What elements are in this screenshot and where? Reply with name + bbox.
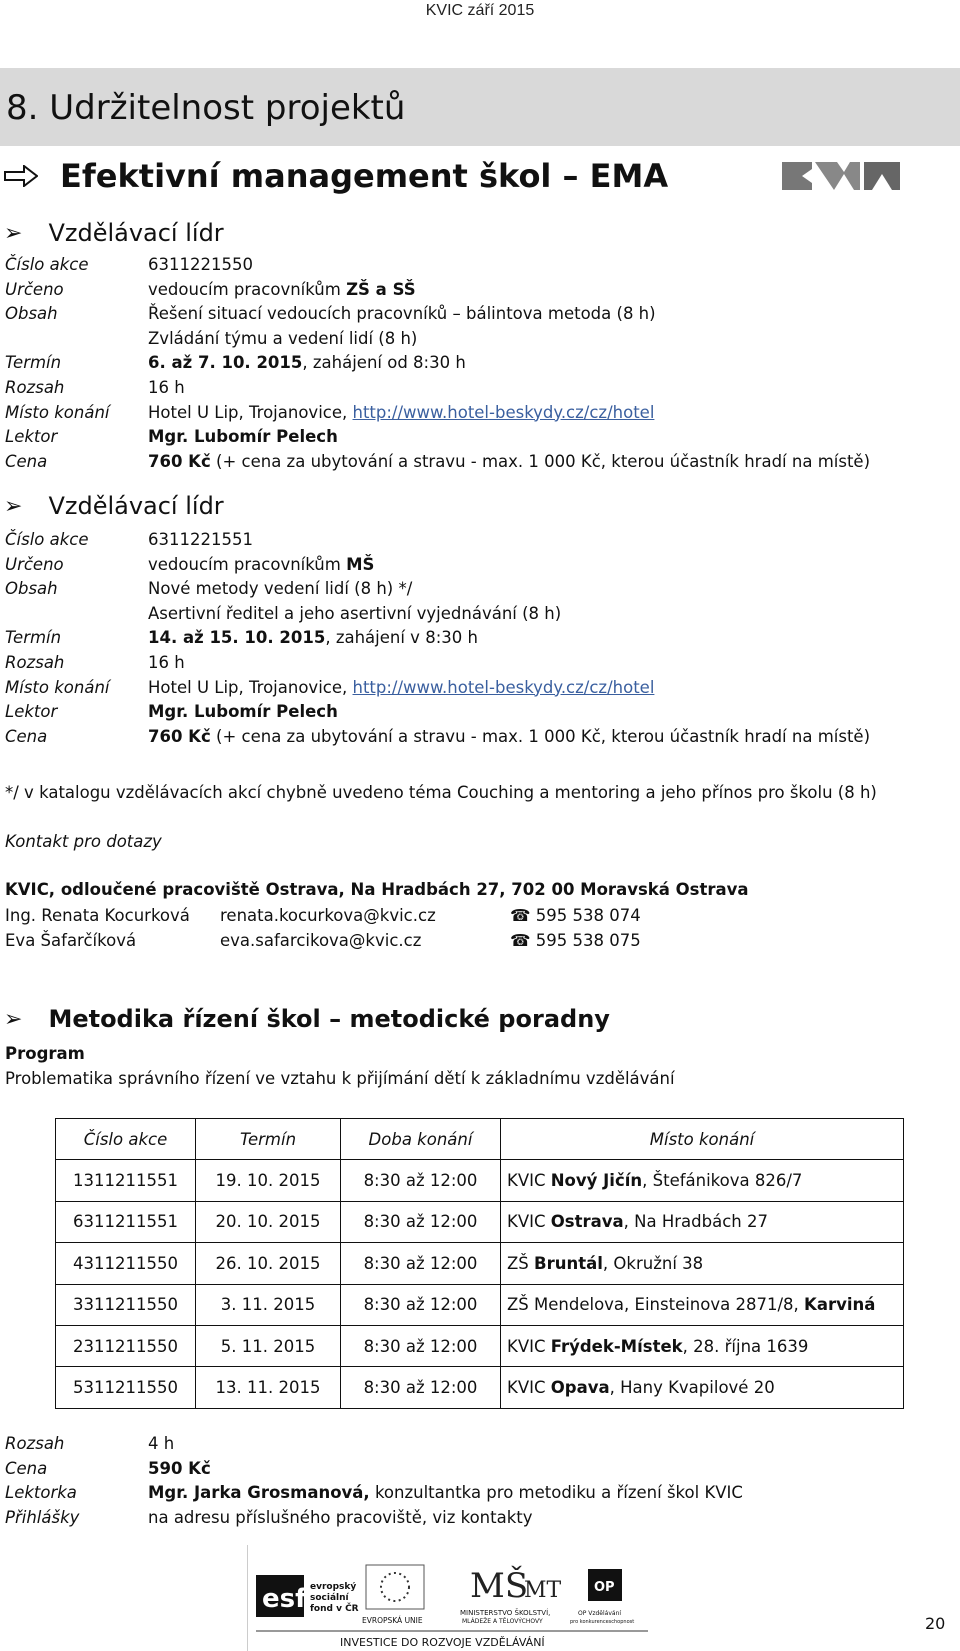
- value-lektor: Mgr. Lubomír Pelech: [148, 702, 338, 722]
- cell-doba: 8:30 až 12:00: [341, 1243, 501, 1284]
- label-misto: Místo konání: [5, 402, 110, 422]
- label-lektor: Lektor: [5, 427, 58, 447]
- cell-termin: 5. 11. 2015: [196, 1325, 341, 1366]
- cell-cislo: 2311211550: [56, 1325, 196, 1366]
- value-obsah-1: Nové metody vedení lidí (8 h) */: [148, 579, 413, 599]
- label-termin: Termín: [5, 353, 62, 373]
- project-title: Efektivní management škol – EMA: [60, 157, 669, 195]
- label-rozsah: Rozsah: [5, 377, 65, 397]
- label-cena: Cena: [5, 726, 48, 746]
- value-rozsah: 16 h: [148, 377, 185, 397]
- label-prihlasky: Přihlášky: [5, 1507, 80, 1527]
- cell-termin: 20. 10. 2015: [196, 1201, 341, 1242]
- cell-doba: 8:30 až 12:00: [341, 1367, 501, 1408]
- label-obsah: Obsah: [5, 579, 58, 599]
- outline-arrow-icon: [4, 165, 38, 187]
- hotel-link[interactable]: http://www.hotel-beskydy.cz/cz/hotel: [352, 677, 655, 697]
- chapter-title: 8. Udržitelnost projektů: [6, 88, 406, 128]
- section-2-heading: [4, 492, 224, 520]
- label-obsah: Obsah: [5, 304, 58, 324]
- running-header: KVIC září 2015: [425, 2, 535, 19]
- label-misto: Místo konání: [5, 677, 110, 697]
- label-lektor: Lektor: [5, 702, 58, 722]
- table-row: [56, 1367, 904, 1408]
- project-title-row: [4, 157, 668, 195]
- svg-text:esf: esf: [262, 1584, 307, 1614]
- footer-logo-strip: [247, 1545, 677, 1651]
- col-misto: Místo konání: [501, 1119, 904, 1160]
- value-lektorka: Mgr. Jarka Grosmanová, konzultantka pro metodiku a řízení škol KVIC: [148, 1483, 743, 1503]
- contact-email[interactable]: renata.kocurkova@kvic.cz: [220, 906, 436, 925]
- eu-flag-logo: [362, 1565, 424, 1625]
- value-cena: 590 Kč: [148, 1458, 211, 1478]
- value-urceno: vedoucím pracovníkům ZŠ a SŠ: [148, 279, 416, 299]
- label-cena: Cena: [5, 451, 48, 471]
- value-cena: 760 Kč (+ cena za ubytování a stravu - max. 1 000 Kč, kterou účastník hradí na místě): [148, 451, 871, 471]
- contact-phone: ☎ 595 538 074: [510, 906, 641, 925]
- page-number: 20: [925, 1614, 946, 1633]
- value-obsah-2: Zvládání týmu a vedení lidí (8 h): [148, 328, 418, 348]
- col-cislo: Číslo akce: [56, 1119, 196, 1160]
- value-urceno: vedoucím pracovníkům MŠ: [148, 554, 375, 574]
- program-label: Program: [5, 1044, 85, 1063]
- cell-doba: 8:30 až 12:00: [341, 1284, 501, 1325]
- cell-misto: KVIC Ostrava, Na Hradbách 27: [501, 1201, 904, 1242]
- value-cislo: 6311221551: [148, 530, 253, 549]
- value-termin: 6. až 7. 10. 2015, zahájení od 8:30 h: [148, 353, 466, 373]
- cell-termin: 19. 10. 2015: [196, 1160, 341, 1201]
- eu-label: EVROPSKÁ UNIE: [362, 1616, 423, 1625]
- cell-termin: 3. 11. 2015: [196, 1284, 341, 1325]
- schedule-table: [55, 1118, 904, 1409]
- table-row: [56, 1160, 904, 1201]
- esf-line-2: sociální: [310, 1593, 349, 1603]
- label-lektorka: Lektorka: [5, 1483, 77, 1503]
- metodika-title: Metodika řízení škol – metodické poradny: [48, 1005, 610, 1033]
- cell-cislo: 6311211551: [56, 1201, 196, 1242]
- cell-misto: ZŠ Mendelova, Einsteinova 2871/8, Karviná: [501, 1284, 904, 1325]
- contact-name: Ing. Renata Kocurková: [5, 906, 190, 925]
- msmt-line-1: MINISTERSTVO ŠKOLSTVÍ,: [460, 1609, 551, 1617]
- catalog-note: */ v katalogu vzdělávacích akcí chybně uvedeno téma Couching a mentoring a jeho přínos pro školu (8 h): [5, 783, 877, 802]
- value-rozsah: 4 h: [148, 1434, 175, 1453]
- col-doba: Doba konání: [341, 1119, 501, 1160]
- cell-cislo: 4311211550: [56, 1243, 196, 1284]
- esf-line-3: fond v ČR: [310, 1604, 359, 1614]
- label-rozsah: Rozsah: [5, 1434, 65, 1453]
- value-misto: Hotel U Lip, Trojanovice, http://www.hotel-beskydy.cz/cz/hotel: [148, 677, 655, 697]
- section-1-title: Vzdělávací lídr: [48, 219, 224, 247]
- label-cislo: Číslo akce: [5, 530, 89, 549]
- label-urceno: Určeno: [5, 554, 64, 574]
- cell-doba: 8:30 až 12:00: [341, 1160, 501, 1201]
- col-termin: Termín: [196, 1119, 341, 1160]
- contact-office: KVIC, odloučené pracoviště Ostrava, Na Hradbách 27, 702 00 Moravská Ostrava: [5, 880, 749, 899]
- eu-funding-logos: [248, 1545, 678, 1651]
- value-misto: Hotel U Lip, Trojanovice, http://www.hotel-beskydy.cz/cz/hotel: [148, 402, 655, 422]
- msmt-line-2: MLÁDEŽE A TĚLOVÝCHOVY: [462, 1618, 543, 1625]
- table-row: [56, 1325, 904, 1366]
- cell-misto: KVIC Opava, Hany Kvapilové 20: [501, 1367, 904, 1408]
- contact-label: Kontakt pro dotazy: [5, 832, 162, 851]
- label-rozsah: Rozsah: [5, 652, 65, 672]
- ema-logo: [782, 162, 900, 190]
- cell-doba: 8:30 až 12:00: [341, 1325, 501, 1366]
- value-cena: 760 Kč (+ cena za ubytování a stravu - max. 1 000 Kč, kterou účastník hradí na místě): [148, 726, 871, 746]
- cell-doba: 8:30 až 12:00: [341, 1201, 501, 1242]
- footer-tagline: INVESTICE DO ROZVOJE VZDĚLÁVÁNÍ: [340, 1636, 545, 1649]
- section-1-heading: [4, 219, 224, 247]
- cell-misto: ZŠ Bruntál, Okružní 38: [501, 1243, 904, 1284]
- section-2-title: Vzdělávací lídr: [48, 492, 224, 520]
- op-line-2: pro konkurenceschopnost: [570, 1619, 635, 1625]
- label-termin: Termín: [5, 628, 62, 648]
- value-rozsah: 16 h: [148, 652, 185, 672]
- cell-cislo: 3311211550: [56, 1284, 196, 1325]
- cell-cislo: 1311211551: [56, 1160, 196, 1201]
- cell-cislo: 5311211550: [56, 1367, 196, 1408]
- svg-text:MŠ: MŠ: [470, 1566, 529, 1606]
- value-obsah-2: Asertivní ředitel a jeho asertivní vyjednávání (8 h): [148, 603, 562, 623]
- cell-termin: 13. 11. 2015: [196, 1367, 341, 1408]
- table-row: [56, 1243, 904, 1284]
- label-urceno: Určeno: [5, 279, 64, 299]
- contact-phone: ☎ 595 538 075: [510, 930, 641, 950]
- hotel-link[interactable]: http://www.hotel-beskydy.cz/cz/hotel: [352, 402, 655, 422]
- label-cena: Cena: [5, 1458, 48, 1478]
- contact-name: Eva Šafarčíková: [5, 930, 137, 950]
- value-obsah-1: Řešení situací vedoucích pracovníků – bálintova metoda (8 h): [148, 304, 656, 324]
- value-lektor: Mgr. Lubomír Pelech: [148, 427, 338, 447]
- table-header-row: [56, 1119, 904, 1160]
- op-line-1: OP Vzdělávání: [578, 1610, 622, 1617]
- bullet-arrow-icon: ➢: [4, 220, 23, 246]
- contact-email[interactable]: eva.safarcikova@kvic.cz: [220, 930, 422, 950]
- program-text: Problematika správního řízení ve vztahu k přijímání dětí k základnímu vzdělávání: [5, 1069, 675, 1088]
- bullet-arrow-icon: ➢: [4, 493, 23, 519]
- metodika-heading: [4, 1005, 610, 1033]
- svg-text:OP: OP: [594, 1580, 615, 1595]
- svg-text:MT: MT: [524, 1578, 562, 1603]
- cell-misto: KVIC Nový Jičín, Štefánikova 826/7: [501, 1160, 904, 1201]
- value-prihlasky: na adresu příslušného pracoviště, viz kontakty: [148, 1507, 533, 1527]
- esf-line-1: evropský: [310, 1582, 357, 1592]
- value-cislo: 6311221550: [148, 255, 253, 274]
- cell-misto: KVIC Frýdek-Místek, 28. října 1639: [501, 1325, 904, 1366]
- value-termin: 14. až 15. 10. 2015, zahájení v 8:30 h: [148, 628, 478, 648]
- label-cislo: Číslo akce: [5, 255, 89, 274]
- table-row: [56, 1284, 904, 1325]
- bullet-arrow-icon: ➢: [4, 1006, 23, 1032]
- cell-termin: 26. 10. 2015: [196, 1243, 341, 1284]
- table-row: [56, 1201, 904, 1242]
